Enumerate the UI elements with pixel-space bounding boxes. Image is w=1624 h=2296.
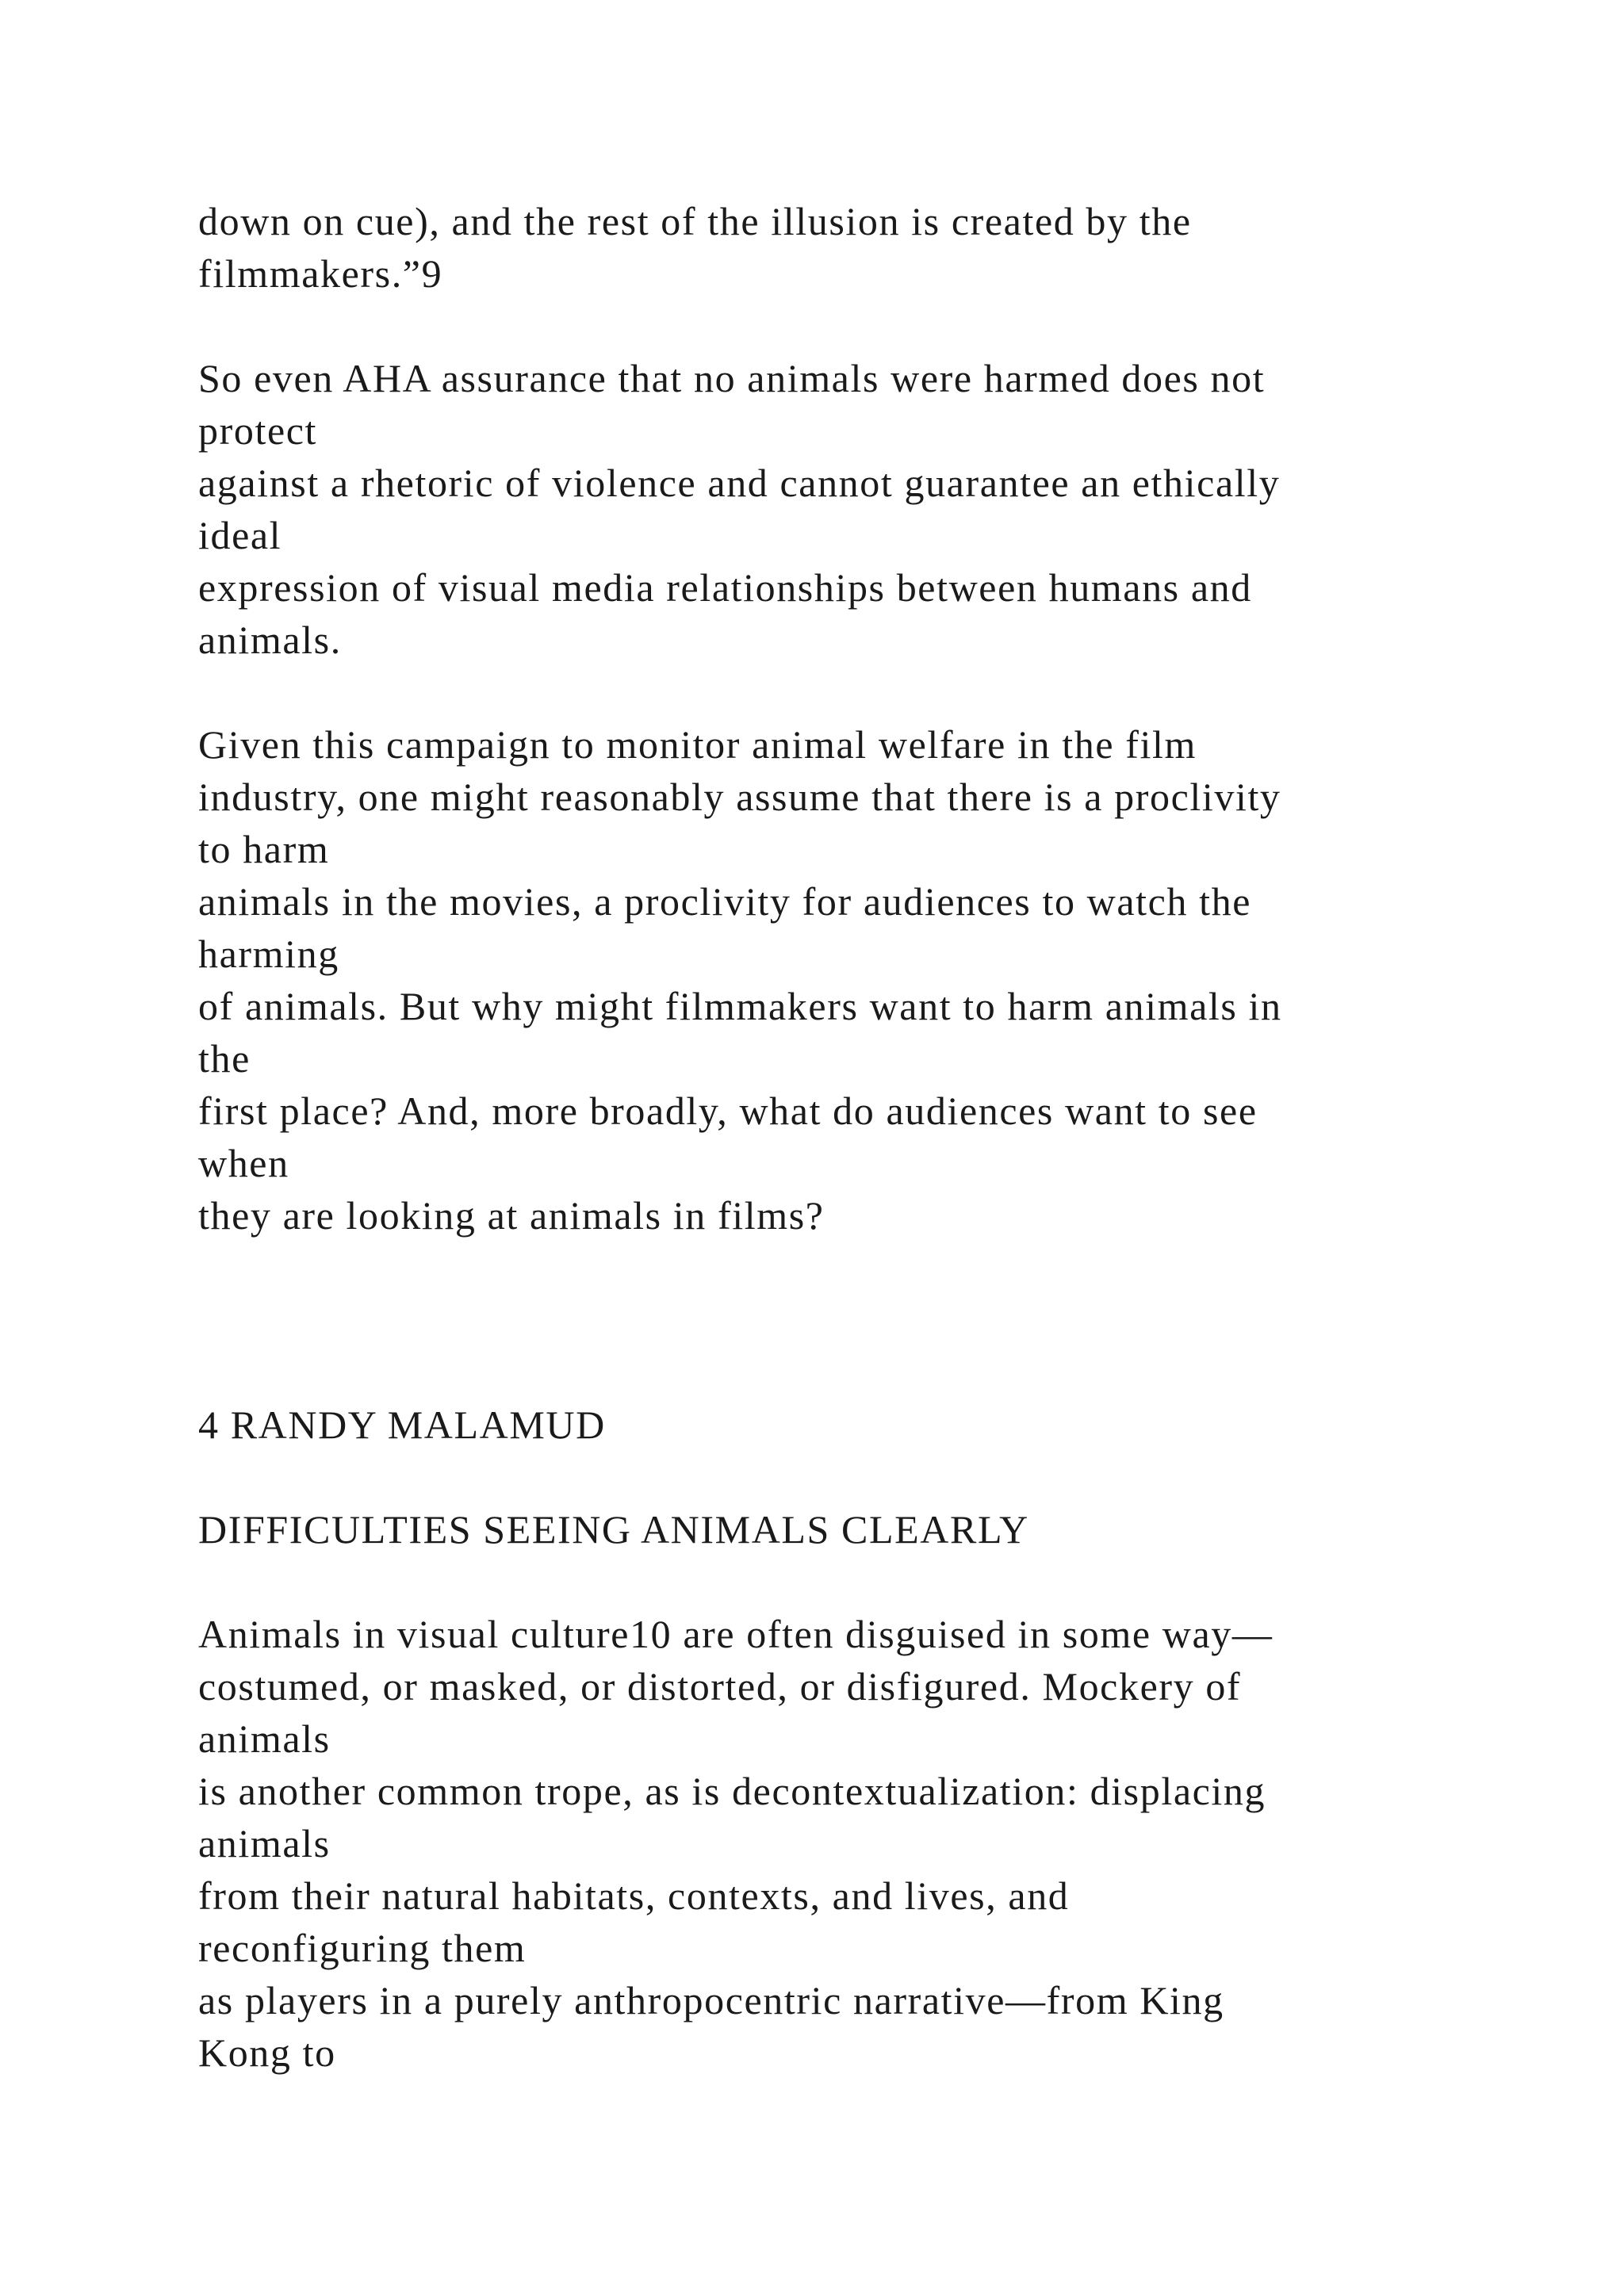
paragraph-4 [198,1608,1546,2079]
text-line: expression of visual media relationships between humans and [198,565,1252,610]
text-line: is another common trope, as is decontextualization: displacing [198,1769,1266,1813]
text-line: first place? And, more broadly, what do audiences want to see [198,1089,1258,1133]
text-line: harming [198,932,339,976]
text-line: ideal [198,513,282,557]
paragraph-spacer [198,1242,1546,1294]
text-line: when [198,1141,289,1185]
text-line: animals [198,1716,331,1761]
text-line: animals [198,1821,331,1866]
paragraph-2 [198,352,1546,666]
text-line: Given this campaign to monitor animal welfare in the film [198,722,1197,767]
text-line: filmmakers.”9 [198,251,443,296]
text-line: the [198,1036,251,1081]
text-line: as players in a purely anthropocentric narrative—from King [198,1978,1224,2022]
document-text [198,195,1546,2079]
text-line: Kong to [198,2030,336,2075]
text-line: animals. [198,618,342,662]
text-line: So even AHA assurance that no animals were harmed does not [198,356,1266,400]
text-line: down on cue), and the rest of the illusion is created by the [198,199,1192,243]
paragraph-spacer [198,666,1546,718]
text-line: costumed, or masked, or distorted, or disfigured. Mockery of [198,1664,1242,1709]
paragraph-spacer [198,300,1546,352]
section-heading: DIFFICULTIES SEEING ANIMALS CLEARLY [198,1507,1029,1552]
text-line: Animals in visual culture10 are often disguised in some way— [198,1612,1274,1656]
paragraph-3 [198,718,1546,1242]
running-header: 4 RANDY MALAMUD [198,1402,606,1447]
text-line: of animals. But why might filmmakers want to harm animals in [198,984,1282,1028]
paragraph-spacer [198,1294,1546,1346]
text-line: industry, one might reasonably assume that there is a proclivity [198,775,1281,819]
paragraph-spacer [198,1556,1546,1608]
text-line: they are looking at animals in films? [198,1193,825,1238]
paragraph-spacer [198,1451,1546,1503]
text-line: protect [198,408,318,453]
text-line: animals in the movies, a proclivity for audiences to watch the [198,879,1252,924]
paragraph-1 [198,195,1546,300]
text-line: reconfiguring them [198,1926,527,1970]
text-line: against a rhetoric of violence and cannot guarantee an ethically [198,461,1281,505]
paragraph-spacer [198,1346,1546,1399]
text-line: from their natural habitats, contexts, and lives, and [198,1873,1070,1918]
text-line: to harm [198,827,330,871]
